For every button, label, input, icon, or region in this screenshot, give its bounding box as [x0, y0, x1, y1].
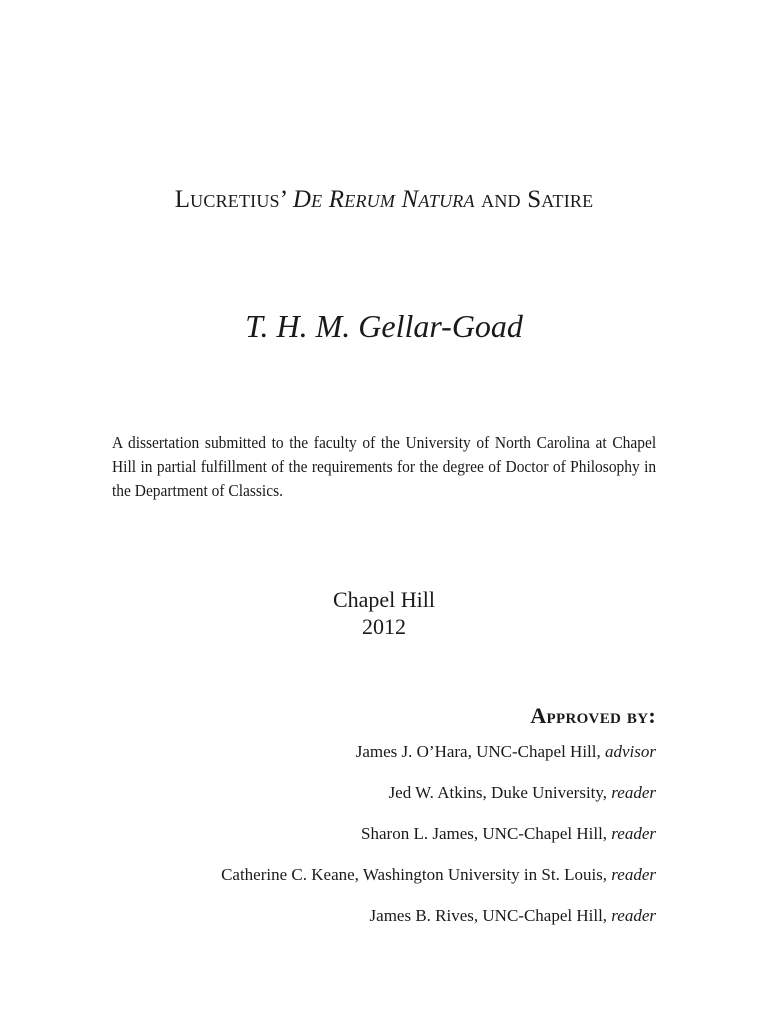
- title-work-name: De Rerum Natura: [292, 186, 475, 213]
- member-role: reader: [611, 783, 656, 802]
- committee-member: [56, 781, 656, 805]
- member-name: James B. Rives, UNC-Chapel Hill,: [369, 906, 612, 925]
- submission-statement: A dissertation submitted to the faculty of the University of North Carolina at Chapel Hill in partial fulfillment of the requirements for the degree of Doctor of Philosophy in the Department of Classics.: [112, 433, 657, 500]
- title-author-name: Lucretius’: [174, 186, 293, 213]
- member-name: Jed W. Atkins, Duke University,: [388, 783, 612, 802]
- dissertation-title: [0, 183, 768, 217]
- title-subject: and Satire: [474, 186, 594, 213]
- member-role: reader: [611, 906, 656, 925]
- committee-member: [56, 822, 656, 846]
- member-role: reader: [611, 865, 656, 884]
- member-name: James J. O’Hara, UNC-Chapel Hill,: [355, 742, 605, 761]
- approved-by-heading: Approved by:: [530, 703, 656, 728]
- member-name: Catherine C. Keane, Washington University in St. Louis,: [221, 865, 612, 884]
- place-year: 2012: [362, 614, 406, 639]
- committee-member: [56, 904, 656, 928]
- committee-list: [56, 740, 656, 945]
- place-city: Chapel Hill: [332, 587, 436, 612]
- committee-member: [56, 740, 656, 764]
- author-name: T. H. M. Gellar-Goad: [245, 308, 523, 344]
- place-and-date: [0, 586, 768, 640]
- member-role: reader: [611, 824, 656, 843]
- committee-member: [56, 863, 656, 887]
- member-name: Sharon L. James, UNC-Chapel Hill,: [361, 824, 612, 843]
- member-role: advisor: [605, 742, 656, 761]
